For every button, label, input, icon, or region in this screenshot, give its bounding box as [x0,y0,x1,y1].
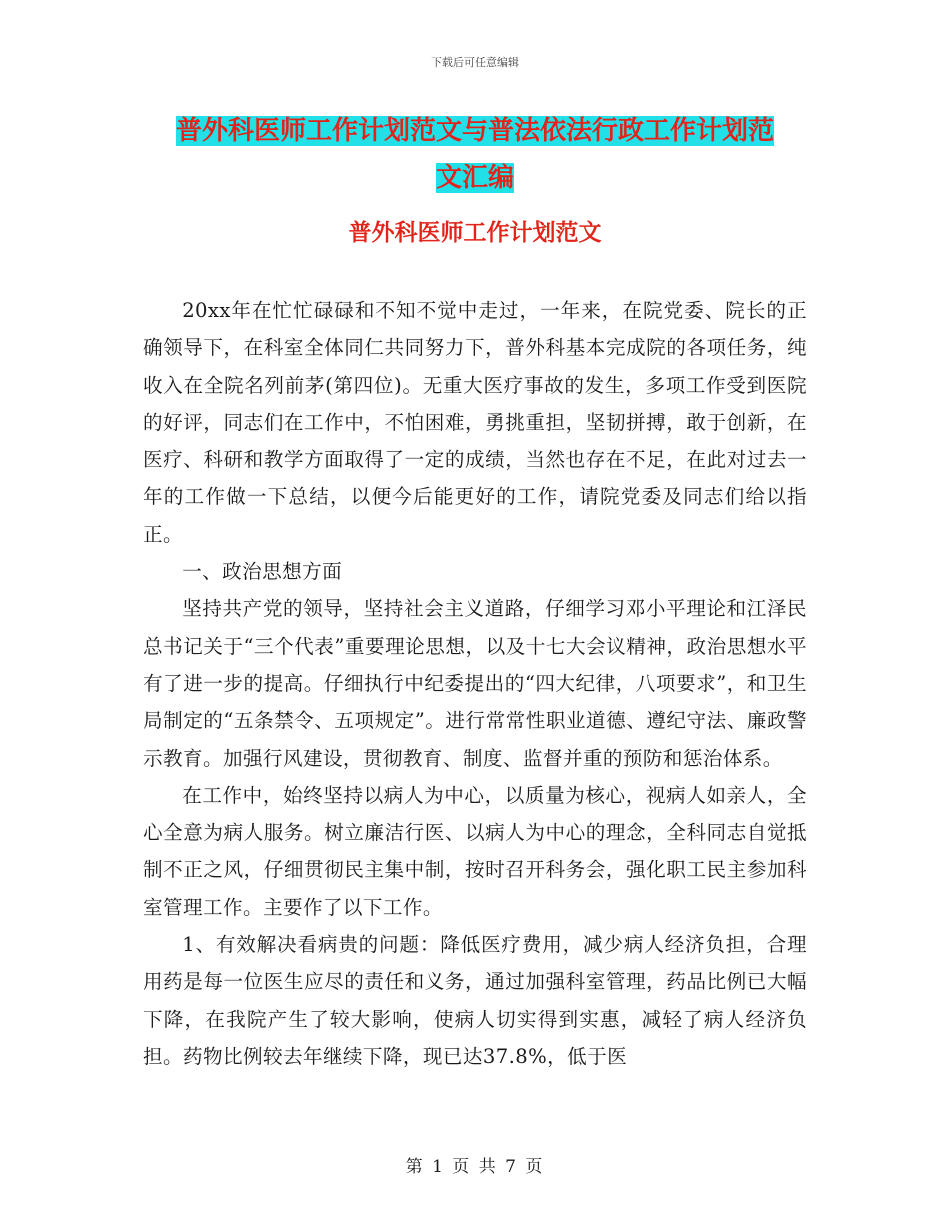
body-heading: 一、政治思想方面 [182,560,343,584]
body-paragraph: 20xx年在忙忙碌碌和不知不觉中走过，一年来，在院党委、院长的正确领导下，在科室全体同仁共同努力下，普外科基本完成院的各项任务，纯收入在全院名列前茅(第四位)。无重大医疗事故的发生，多项工作受到医院的好评，同志们在工作中，不怕困难，勇挑重担，坚韧拼搏，敢于创新，在医疗、科研和教学方面取得了一定的成绩，当然也存在不足，在此对过去一年的工作做一下总结，以便今后能更好的工作，请院党委及同志们给以指正。 [143,299,807,546]
document-title-line-1: 普外科医师工作计划范文与普法依法行政工作计划范 [175,116,774,146]
body-paragraph: 坚持共产党的领导，坚持社会主义道路，仔细学习邓小平理论和江泽民总书记关于“三个代表”重要理论思想，以及十七大会议精神，政治思想水平有了进一步的提高。仔细执行中纪委提出的“四大纪律，八项要求”，和卫生局制定的“五条禁令、五项规定”。进行常常性职业道德、遵纪守法、廉政警示教育。加强行风建设，贯彻教育、制度、监督并重的预防和惩治体系。 [143,597,807,770]
page-number-footer: 第 1 页 共 7 页 [405,1157,545,1177]
document-body [143,292,807,1075]
page-header-note: 下载后可任意编辑 [431,56,519,69]
body-paragraph: 1、有效解决看病贵的问题：降低医疗费用，减少病人经济负担，合理用药是每一位医生应尽的责任和义务，通过加强科室管理，药品比例已大幅下降，在我院产生了较大影响，使病人切实得到实惠，减轻了病人经济负担。药物比例较去年继续下降，现已达37.8%，低于医 [143,933,807,1068]
section-title: 普外科医师工作计划范文 [348,220,602,246]
document-title-line-2: 文汇编 [435,163,514,193]
body-paragraph: 在工作中，始终坚持以病人为中心，以质量为核心，视病人如亲人，全心全意为病人服务。树立廉洁行医、以病人为中心的理念，全科同志自觉抵制不正之风，仔细贯彻民主集中制，按时召开科务会，强化职工民主参加科室管理工作。主要作了以下工作。 [143,783,807,919]
document-title [143,108,807,202]
